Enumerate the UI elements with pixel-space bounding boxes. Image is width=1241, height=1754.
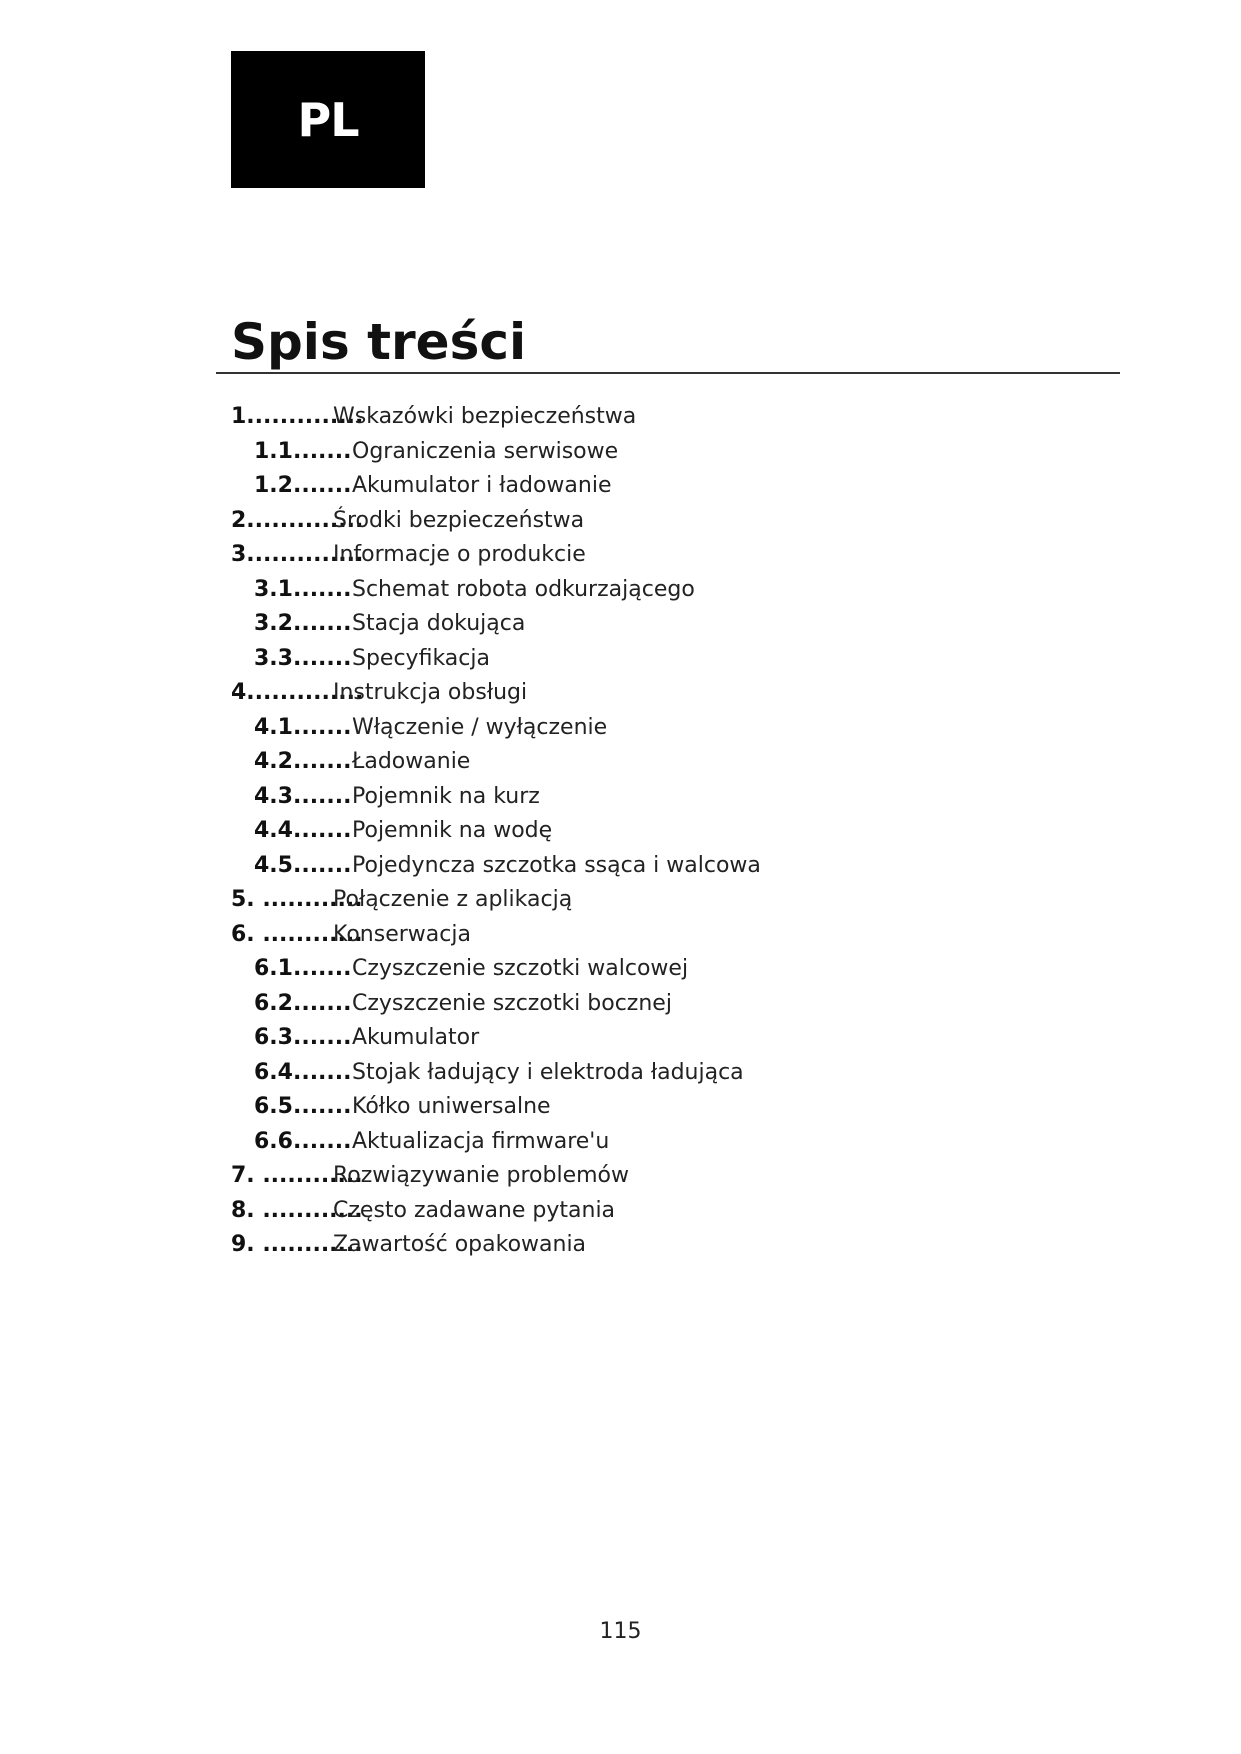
toc-entry-number: 3.3....... (254, 645, 352, 671)
toc-entry-number: 4.4....... (254, 818, 352, 843)
toc-entry-number: 7. ............ (231, 1163, 363, 1188)
toc-entry-title: Pojedyncza szczotka ssąca i walcowa (352, 852, 761, 878)
toc-entry-number: 3.1....... (254, 576, 352, 602)
toc-entry-title: Włączenie / wyłączenie (352, 714, 608, 740)
toc-entry-title: Konserwacja (333, 921, 471, 947)
toc-entry[interactable] (254, 711, 608, 745)
toc-entry-number: 6.5....... (254, 1094, 352, 1119)
toc-entry[interactable] (231, 504, 585, 538)
toc-entry-title: Połączenie z aplikacją (333, 887, 573, 912)
toc-entry[interactable] (254, 435, 619, 469)
toc-entry-number: 9. ............ (231, 1232, 363, 1257)
toc-entry[interactable] (254, 1125, 610, 1159)
toc-entry-title: Rozwiązywanie problemów (333, 1163, 630, 1188)
toc-entry-title: Wskazówki bezpieczeństwa (333, 404, 637, 429)
toc-entry-number: 4.3....... (254, 783, 352, 809)
toc-entry-title: Ładowanie (352, 749, 471, 774)
toc-entry-number: 6.2....... (254, 990, 352, 1016)
toc-entry[interactable] (231, 1159, 630, 1193)
toc-entry-number: 3.............. (231, 542, 364, 567)
toc-entry[interactable] (254, 1056, 744, 1090)
toc-entry-title: Specyfikacja (352, 645, 490, 671)
toc-entry-number: 6.4....... (254, 1059, 352, 1085)
toc-entry-title: Aktualizacja firmware'u (352, 1128, 610, 1154)
toc-entry-title: Stojak ładujący i elektroda ładująca (352, 1059, 744, 1085)
toc-entry-number: 6.3....... (254, 1025, 352, 1050)
toc-entry-number: 1.2....... (254, 473, 352, 498)
toc-entry[interactable] (231, 1194, 616, 1228)
toc-entry-title: Schemat robota odkurzającego (352, 576, 695, 602)
language-badge-label: PL (297, 92, 359, 147)
toc-entry-number: 4.2....... (254, 749, 352, 774)
toc-entry-number: 5. ............ (231, 887, 363, 912)
toc-entry-title: Czyszczenie szczotki walcowej (352, 956, 689, 981)
page-title: Spis treści (231, 313, 527, 371)
toc-entry-number: 1.1....... (254, 438, 352, 464)
toc-entry-title: Instrukcja obsługi (333, 680, 528, 705)
toc-entry-title: Kółko uniwersalne (352, 1094, 551, 1119)
toc-entry-title: Ograniczenia serwisowe (352, 438, 619, 464)
toc-entry-title: Środki bezpieczeństwa (333, 507, 585, 533)
toc-entry-title: Pojemnik na wodę (352, 818, 553, 843)
toc-entry-title: Często zadawane pytania (333, 1197, 616, 1223)
toc-entry[interactable] (231, 538, 586, 572)
toc-entry[interactable] (231, 400, 637, 434)
toc-entry-number: 6. ............ (231, 921, 363, 947)
toc-entry[interactable] (231, 676, 528, 710)
toc-entry-number: 6.1....... (254, 956, 352, 981)
toc-entry-number: 4.5....... (254, 852, 352, 878)
toc-entry-number: 8. ............ (231, 1197, 363, 1223)
toc-entry-title: Stacja dokująca (352, 611, 526, 636)
toc-entry-number: 6.6....... (254, 1128, 352, 1154)
toc-entry[interactable] (231, 918, 471, 952)
toc-entry-number: 4.............. (231, 680, 364, 705)
title-divider (216, 372, 1120, 374)
toc-entry-title: Informacje o produkcie (333, 542, 586, 567)
toc-entry[interactable] (254, 1021, 480, 1055)
toc-entry[interactable] (254, 987, 672, 1021)
toc-entry[interactable] (231, 883, 573, 917)
toc-entry-number: 4.1....... (254, 714, 352, 740)
toc-entry[interactable] (254, 1090, 551, 1124)
toc-entry-number: 2.............. (231, 507, 364, 533)
toc-entry[interactable] (254, 952, 689, 986)
toc-entry-title: Czyszczenie szczotki bocznej (352, 990, 672, 1016)
language-badge (231, 51, 425, 188)
toc-entry-title: Akumulator i ładowanie (352, 473, 612, 498)
toc-entry[interactable] (254, 849, 761, 883)
toc-entry-title: Pojemnik na kurz (352, 783, 540, 809)
toc-entry[interactable] (254, 642, 490, 676)
page-number: 115 (599, 1619, 642, 1644)
toc-entry[interactable] (254, 780, 540, 814)
toc-entry[interactable] (254, 607, 526, 641)
toc-entry-number: 3.2....... (254, 611, 352, 636)
toc-entry-title: Akumulator (352, 1025, 480, 1050)
toc-entry[interactable] (254, 745, 471, 779)
toc-entry-number: 1.............. (231, 404, 364, 429)
toc-entry[interactable] (231, 1228, 587, 1262)
toc-entry[interactable] (254, 469, 612, 503)
toc-entry[interactable] (254, 814, 553, 848)
toc-entry-title: Zawartość opakowania (333, 1232, 587, 1257)
toc-entry[interactable] (254, 573, 695, 607)
